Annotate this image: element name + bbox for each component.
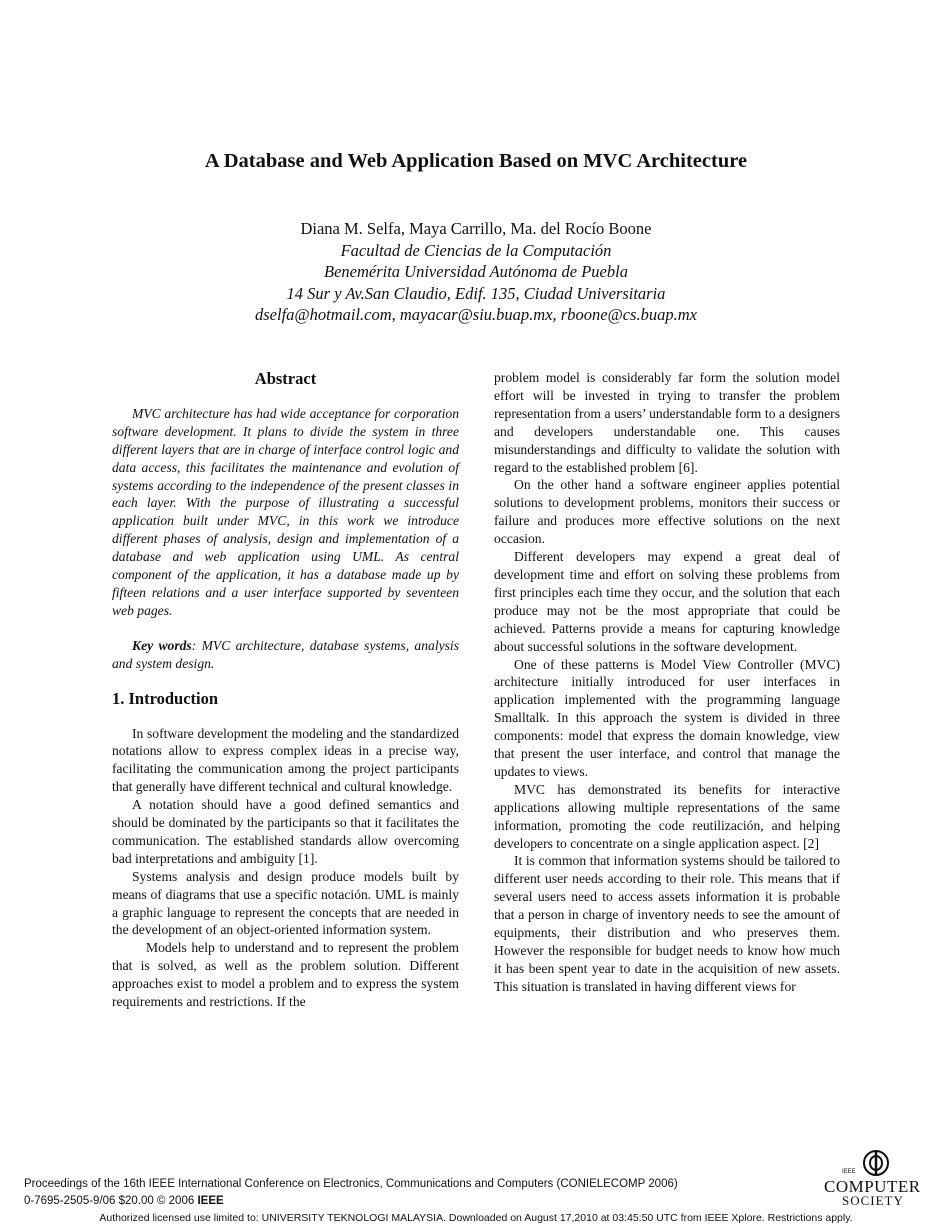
body-paragraph: Different developers may expend a great deal of development time and effort on solving these problems from first principles each time they occur, and the solution that each produce may not be the most appropriate that could be achieved. Patterns provide a means for capturing knowledge about successful solutions in the software development.: [494, 549, 840, 654]
intro-paragraph: Systems analysis and design produce models built by means of diagrams that use a specific notación. UML is mainly a graphic language to represent the concepts that are needed in the development of an object-oriented information system.: [112, 868, 459, 938]
keywords-text: : MVC architecture, database systems, analysis and system design.: [112, 637, 459, 671]
footer-ieee: IEEE: [197, 1195, 224, 1207]
affiliation-line: 14 Sur y Av.San Claudio, Edif. 135, Ciudad Universitaria: [286, 283, 666, 303]
author-block: [0, 218, 952, 326]
abstract-text: MVC architecture has had wide acceptance for corporation software development. It plans to divide the system in three different layers that are in charge of interface control logic and data access, this facilitates the maintenance and evolution of systems according to the independence of the present classes in each layer. With the purpose of illustrating a successful application built under MVC, in this work we introduce different phases of analysis, design and implementation of a database and web application using UML. As central component of the application, it has a database made up by fifteen relations and a user interface supported by seventeen web pages.: [112, 405, 459, 618]
body-paragraph: MVC has demonstrated its benefits for interactive applications allowing multiple representations of the same information, promoting the code reutilización, and helping developers to concentrate on a single application aspect. [2]: [494, 781, 840, 851]
intro-paragraph: Models help to understand and to represent the problem that is solved, as well as the problem solution. Different approaches exist to model a problem and to express the system requirements and restrictions. If the: [112, 940, 459, 1010]
body-paragraph: One of these patterns is Model View Controller (MVC) architecture initially introduced for user interfaces in application implemented with the programming language Smalltalk. In this approach the system is divided in three components: model that express the domain knowledge, view that present the user interface, and control that manage the updates to views.: [494, 656, 840, 779]
intro-paragraph: A notation should have a good defined semantics and should be dominated by the participants so that it facilitates the communication. The established standards allow overcoming bad interpretations and ambiguity [1].: [112, 797, 459, 866]
intro-paragraph: In software development the modeling and the standardized notations allow to express complex ideas in a precise way, facilitating the communication among the project participants that generally have different technical and cultural knowledge.: [112, 725, 459, 795]
body-paragraph: problem model is considerably far form the solution model effort will be invested in trying to transfer the problem representation from a users’ understandable form to a designers and developers understandable one. This causes misunderstandings and difficulty to validate the solution with regard to the established problem [6].: [494, 370, 840, 475]
section-heading-introduction: 1. Introduction: [112, 688, 219, 708]
keywords: [112, 637, 459, 673]
logo-ieee-small: IEEE: [842, 1169, 856, 1175]
right-column: [494, 369, 840, 996]
footer-isbn-text: 0-7695-2505-9/06 $20.00 © 2006: [24, 1195, 195, 1207]
computer-society-logo: [820, 1149, 924, 1209]
affiliation-line: Benemérita Universidad Autónoma de Puebla: [324, 262, 628, 281]
logo-computer: COMPUTER: [824, 1177, 921, 1196]
author-names: Diana M. Selfa, Maya Carrillo, Ma. del Rocío Boone: [300, 219, 652, 238]
left-column: [112, 368, 459, 1011]
keywords-label: Key words: [132, 637, 192, 653]
logo-society: SOCIETY: [842, 1193, 904, 1208]
paper-title: A Database and Web Application Based on MVC Architecture: [204, 150, 748, 172]
footer-proceedings: Proceedings of the 16th IEEE International Conference on Electronics, Communications and Computers (CONIELECOMP 2006): [24, 1178, 678, 1190]
author-emails: dselfa@hotmail.com, mayacar@siu.buap.mx, rboone@cs.buap.mx: [255, 305, 697, 324]
affiliation-line: Facultad de Ciencias de la Computación: [340, 240, 612, 260]
body-paragraph: On the other hand a software engineer applies potential solutions to development problems, monitors their success or failure and produces more effective solutions on the next occasion.: [494, 477, 840, 547]
abstract-heading: Abstract: [254, 369, 317, 388]
body-paragraph: It is common that information systems should be tailored to different user needs according to their role. This means that if several users need to access assets information it is probable that a person in charge of inventory needs to see the amount of equipments, their distribution and who preserves them. However the responsible for budget needs to know how much it has been spent year to date in the acquisition of new assets. This situation is translated in having different views for: [494, 853, 840, 994]
license-notice: Authorized licensed use limited to: UNIVERSITY TEKNOLOGI MALAYSIA. Downloaded on August 17,2010 at 03:45:50 UTC from IEEE Xplore. Restrictions apply.: [99, 1212, 853, 1224]
footer-isbn: [24, 1195, 224, 1207]
